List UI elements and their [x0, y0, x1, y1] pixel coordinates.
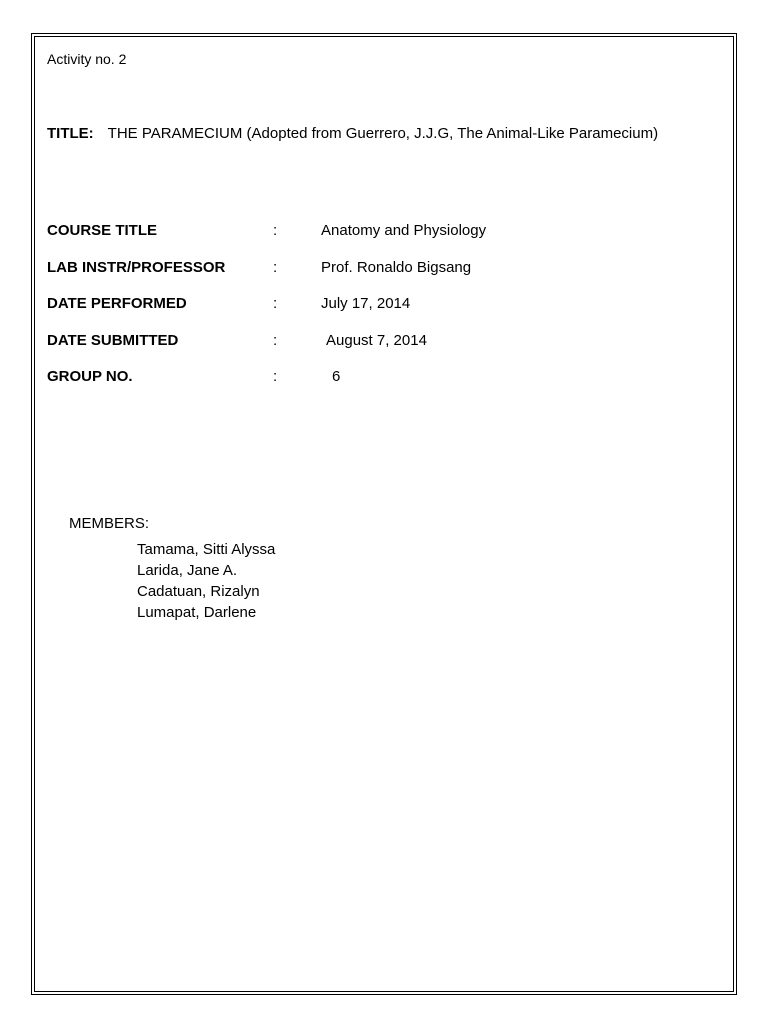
course-title-label: COURSE TITLE	[47, 222, 158, 239]
member-item: Cadatuan, Rizalyn	[137, 583, 260, 600]
member-item: Tamama, Sitti Alyssa	[137, 541, 276, 558]
group-no-value: 6	[332, 368, 341, 385]
info-row-date-submitted	[47, 331, 647, 351]
group-no-label: GROUP NO.	[47, 368, 133, 385]
group-no-colon: :	[273, 368, 278, 385]
title-text: THE PARAMECIUM (Adopted from Guerrero, J.J.G, The Animal-Like Paramecium)	[107, 125, 659, 142]
date-submitted-colon: :	[273, 332, 278, 349]
course-title-colon: :	[273, 222, 278, 239]
info-row-date-performed	[47, 294, 647, 314]
member-item: Lumapat, Darlene	[137, 604, 257, 621]
members-list	[137, 539, 275, 623]
date-performed-colon: :	[273, 295, 278, 312]
info-row-course-title	[47, 221, 647, 241]
activity-number: Activity no. 2	[47, 51, 127, 67]
document-title	[47, 123, 723, 145]
info-row-lab-instructor	[47, 258, 647, 278]
info-row-group-no	[47, 367, 647, 387]
date-submitted-value: August 7, 2014	[326, 332, 427, 349]
lab-instructor-value: Prof. Ronaldo Bigsang	[321, 259, 472, 276]
lab-instructor-label: LAB INSTR/PROFESSOR	[47, 259, 226, 276]
lab-instructor-colon: :	[273, 259, 278, 276]
date-submitted-label: DATE SUBMITTED	[47, 332, 179, 349]
course-title-value: Anatomy and Physiology	[321, 222, 487, 239]
date-performed-value: July 17, 2014	[321, 295, 411, 312]
members-heading: MEMBERS:	[69, 515, 150, 532]
member-item: Larida, Jane A.	[137, 562, 238, 579]
title-label: TITLE:	[47, 125, 94, 142]
page-border	[31, 33, 737, 995]
date-performed-label: DATE PERFORMED	[47, 295, 187, 312]
